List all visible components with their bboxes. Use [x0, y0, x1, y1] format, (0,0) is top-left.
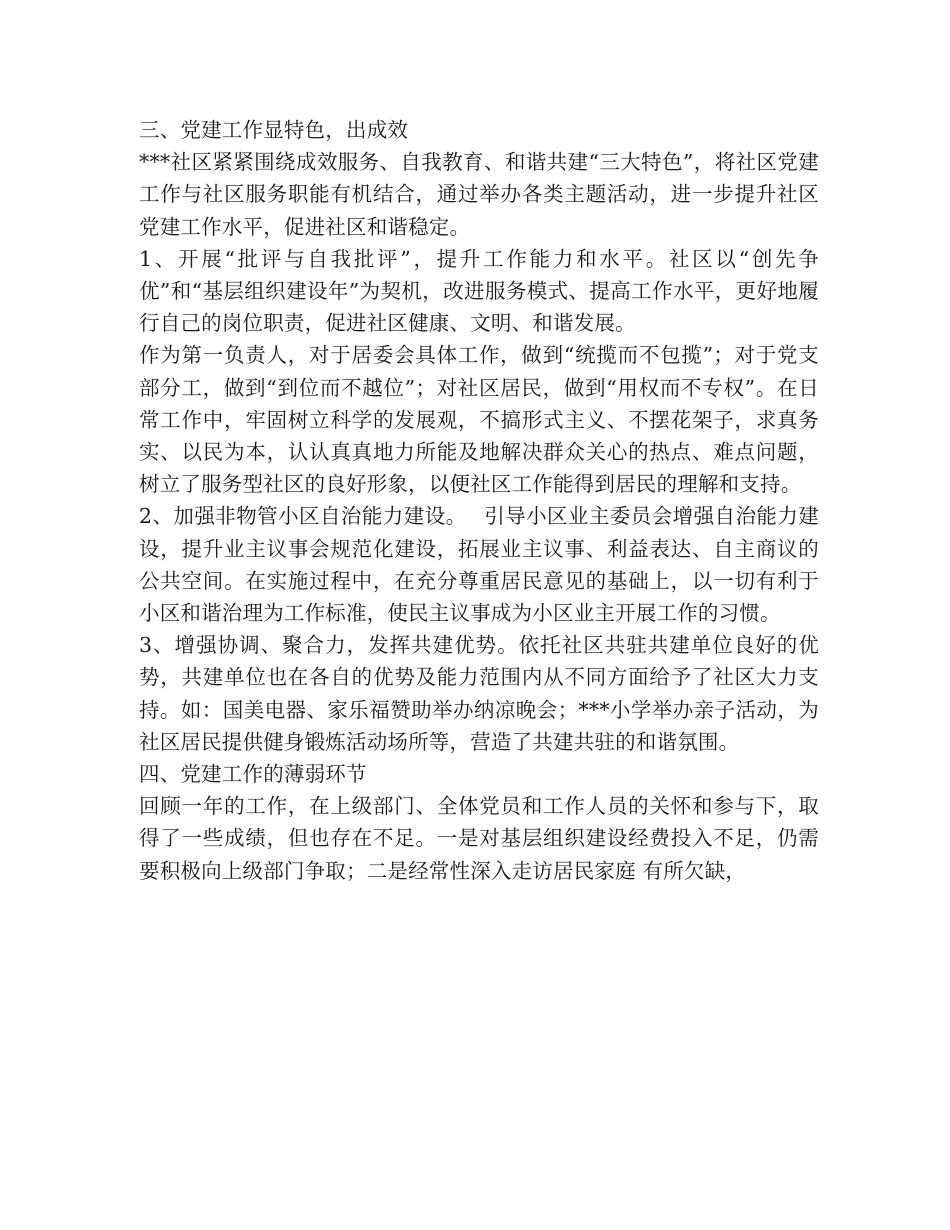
- paragraph-intro: ***社区紧紧围绕成效服务、自我教育、和谐共建“三大特色”，将社区党建工作与社区服务职能有机结合，通过举办各类主题活动，进一步提升社区党建工作水平，促进社区和谐稳定。: [139, 150, 819, 239]
- paragraph-item-2: 2、加强非物管小区自治能力建设。 引导小区业主委员会增强自治能力建设，提升业主议事会规范化建设，拓展业主议事、利益表达、自主商议的公共空间。在实施过程中，在充分尊重居民意见的基础上，以一切有利于小区和谐治理为工作标准，使民主议事成为小区业主开展工作的习惯。: [139, 504, 819, 626]
- section-heading-4: 四、党建工作的薄弱环节: [139, 762, 367, 787]
- section-heading-3: 三、党建工作显特色，出成效: [139, 118, 409, 142]
- paragraph-responsibility: 作为第一负责人，对于居委会具体工作，做到“统揽而不包揽”；对于党支部分工，做到“到位而不越位”；对社区居民，做到“用权而不专权”。在日常工作中，牢固树立科学的发展观，不搞形式主义、不摆花架子，求真务实、以民为本，认认真真地力所能及地解决群众关心的热点、难点问题，树立了服务型社区的良好形象，以便社区工作能得到居民的理解和支持。: [139, 343, 819, 497]
- document-body: [139, 114, 819, 887]
- paragraph-item-3: 3、增强协调、聚合力，发挥共建优势。依托社区共驻共建单位良好的优势，共建单位也在各自的优势及能力范围内从不同方面给予了社区大力支持。如：国美电器、家乐福赞助举办纳凉晚会；***小学举办亲子活动，为社区居民提供健身锻炼活动场所等，营造了共建共驻的和谐氛围。: [139, 633, 819, 754]
- paragraph-review: 回顾一年的工作，在上级部门、全体党员和工作人员的关怀和参与下，取得了一些成绩，但也存在不足。一是对基层组织建设经费投入不足，仍需要积极向上级部门争取；二是经常性深入走访居民家庭 有所欠缺，: [139, 794, 819, 883]
- paragraph-item-1: 1、开展“批评与自我批评”，提升工作能力和水平。社区以“创先争优”和“基层组织建设年”为契机，改进服务模式、提高工作水平，更好地履行自己的岗位职责，促进社区健康、文明、和谐发展。: [139, 246, 819, 336]
